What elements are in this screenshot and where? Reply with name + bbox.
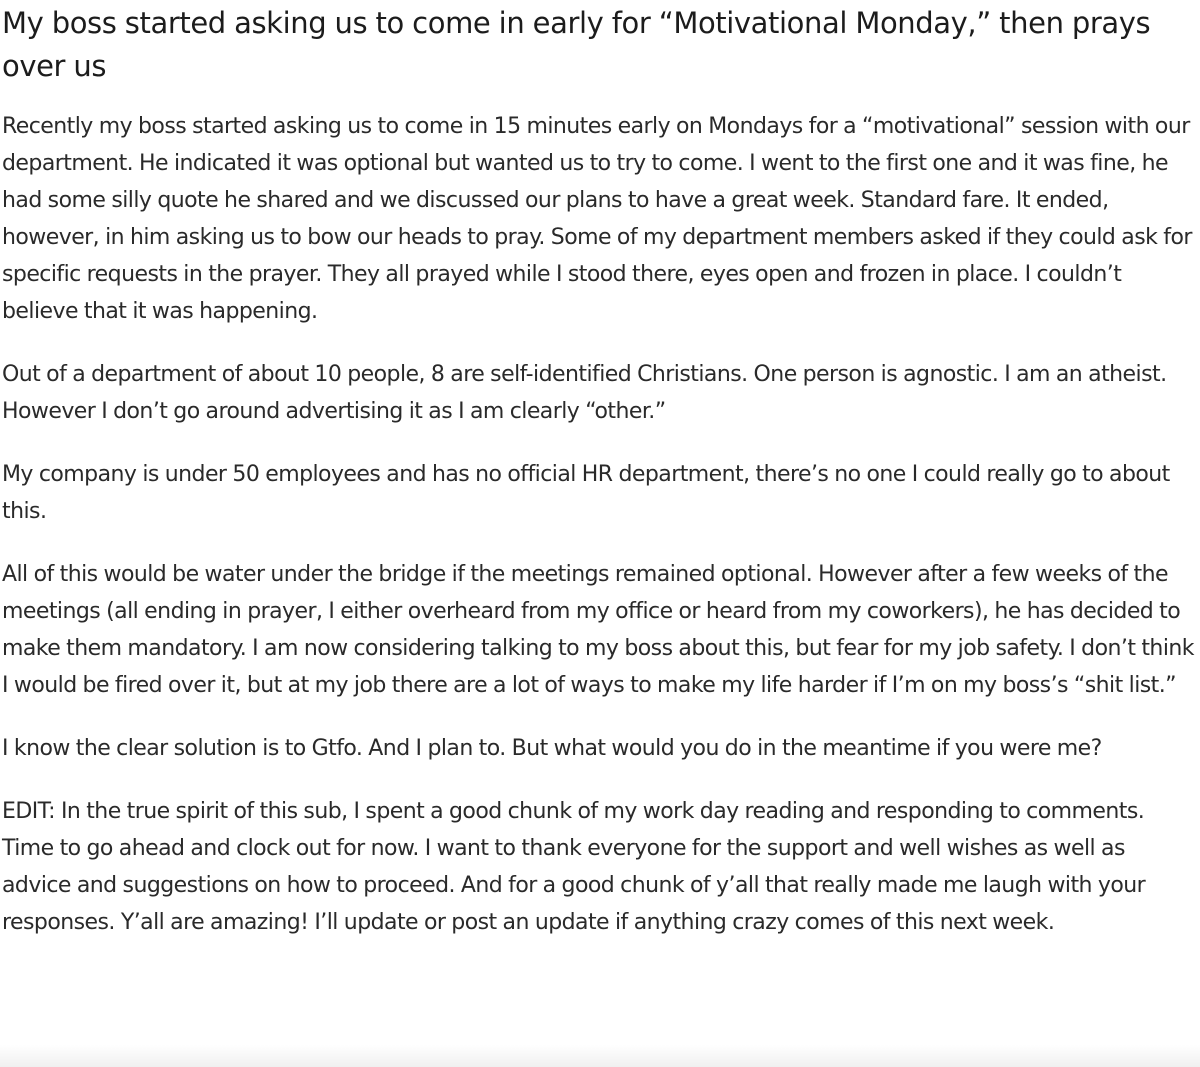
post-paragraph-edit: EDIT: In the true spirit of this sub, I spent a good chunk of my work day reading and responding to comments. Time to go ahead and clock out for now. I want to thank everyone for the support and well wishes as well as advice and suggestions on how to proceed. And for a good chunk of y’all that really made me laugh with your responses. Y’all are amazing! I’ll update or post an update if anything crazy comes of this next week.	[2, 799, 1146, 935]
post-paragraph-department: Out of a department of about 10 people, 8 are self-identified Christians. One person is agnostic. I am an atheist. However I don’t go around advertising it as I am clearly “other.”	[2, 362, 1167, 424]
post-title: My boss started asking us to come in early for “Motivational Monday,” then prays over us	[2, 6, 1151, 83]
post-paragraph-intro: Recently my boss started asking us to come in 15 minutes early on Mondays for a “motivational” session with our department. He indicated it was optional but wanted us to try to come. I went to the first one and it was fine, he had some silly quote he shared and we discussed our plans to have a great week. Standard fare. It ended, however, in him asking us to bow our heads to pray. Some of my department members asked if they could ask for specific requests in the prayer. They all prayed while I stood there, eyes open and frozen in place. I couldn’t believe that it was happening.	[2, 114, 1192, 324]
bottom-fade	[0, 1045, 1200, 1067]
post-paragraph-question: I know the clear solution is to Gtfo. And I plan to. But what would you do in the meantime if you were me?	[2, 736, 1102, 761]
post-paragraph-company: My company is under 50 employees and has no official HR department, there’s no one I could really go to about this.	[2, 462, 1170, 524]
post	[0, 2, 1198, 941]
post-paragraph-mandatory: All of this would be water under the bridge if the meetings remained optional. However after a few weeks of the meetings (all ending in prayer, I either overheard from my office or heard from my coworkers), he has decided to make them mandatory. I am now considering talking to my boss about this, but fear for my job safety. I don’t think I would be fired over it, but at my job there are a lot of ways to make my life harder if I’m on my boss’s “shit list.”	[2, 562, 1194, 698]
post-body	[2, 108, 1198, 941]
